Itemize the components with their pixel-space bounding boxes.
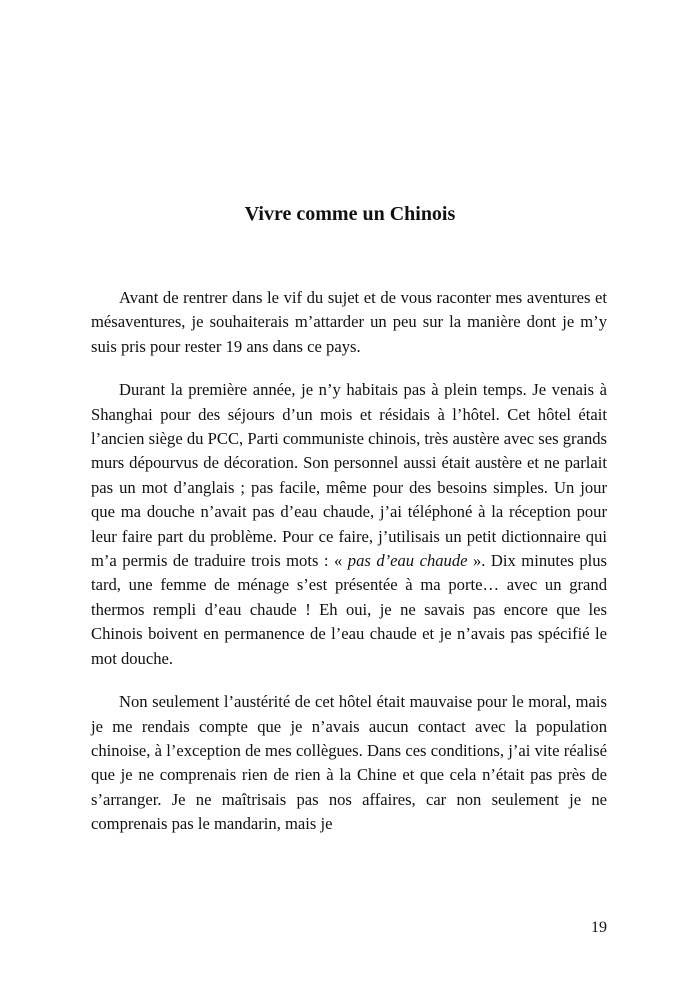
paragraph-1: Avant de rentrer dans le vif du sujet et de vous raconter mes aventures et mésaventures, je souhaiterais m’attarder un peu sur la manière dont je m’y suis pris pour rester 19 ans dans ce pays. (91, 288, 607, 356)
chapter-title: Vivre comme un Chinois (244, 203, 456, 225)
paragraph-2-text-end: ». Dix minutes plus tard, une femme de ménage s’est présentée à ma porte… avec un grand thermos rempli d’eau chaude ! Eh oui, je ne savais pas encore que les Chinois boivent en permanence de l’eau chaude et je n’avais pas spécifié le mot douche. (91, 551, 607, 668)
paragraph-3: Non seulement l’austérité de cet hôtel était mauvaise pour le moral, mais je me rendais compte que je n’avais aucun contact avec la population chinoise, à l’exception de mes collègues. Dans ces conditions, j’ai vite réalisé que je ne comprenais rien de rien à la Chine et que cela n’était pas près de s’arranger. Je ne maîtrisais pas nos affaires, car non seulement je ne comprenais pas le mandarin, mais je (91, 692, 607, 834)
paragraph-2-text-start: Durant la première année, je n’y habitais pas à plein temps. Je venais à Shanghai pour des séjours d’un mois et résidais à l’hôtel. Cet hôtel était l’ancien siège du PCC, Parti communiste chinois, très austère avec ses grands murs dépourvus de décoration. Son personnel aussi était austère et ne parlait pas un mot d’anglais ; pas facile, même pour des besoins simples. Un jour que ma douche n’avait pas d’eau chaude, j’ai téléphoné à la réception pour leur faire part du problème. Pour ce faire, j’utilisais un petit dictionnaire qui m’a permis de traduire trois mots : « (91, 380, 607, 571)
body-text (91, 286, 607, 856)
paragraph-2 (91, 378, 607, 671)
paragraph-2-italic-phrase: pas d’eau chaude (347, 551, 468, 571)
page-number: 19 (591, 919, 607, 936)
